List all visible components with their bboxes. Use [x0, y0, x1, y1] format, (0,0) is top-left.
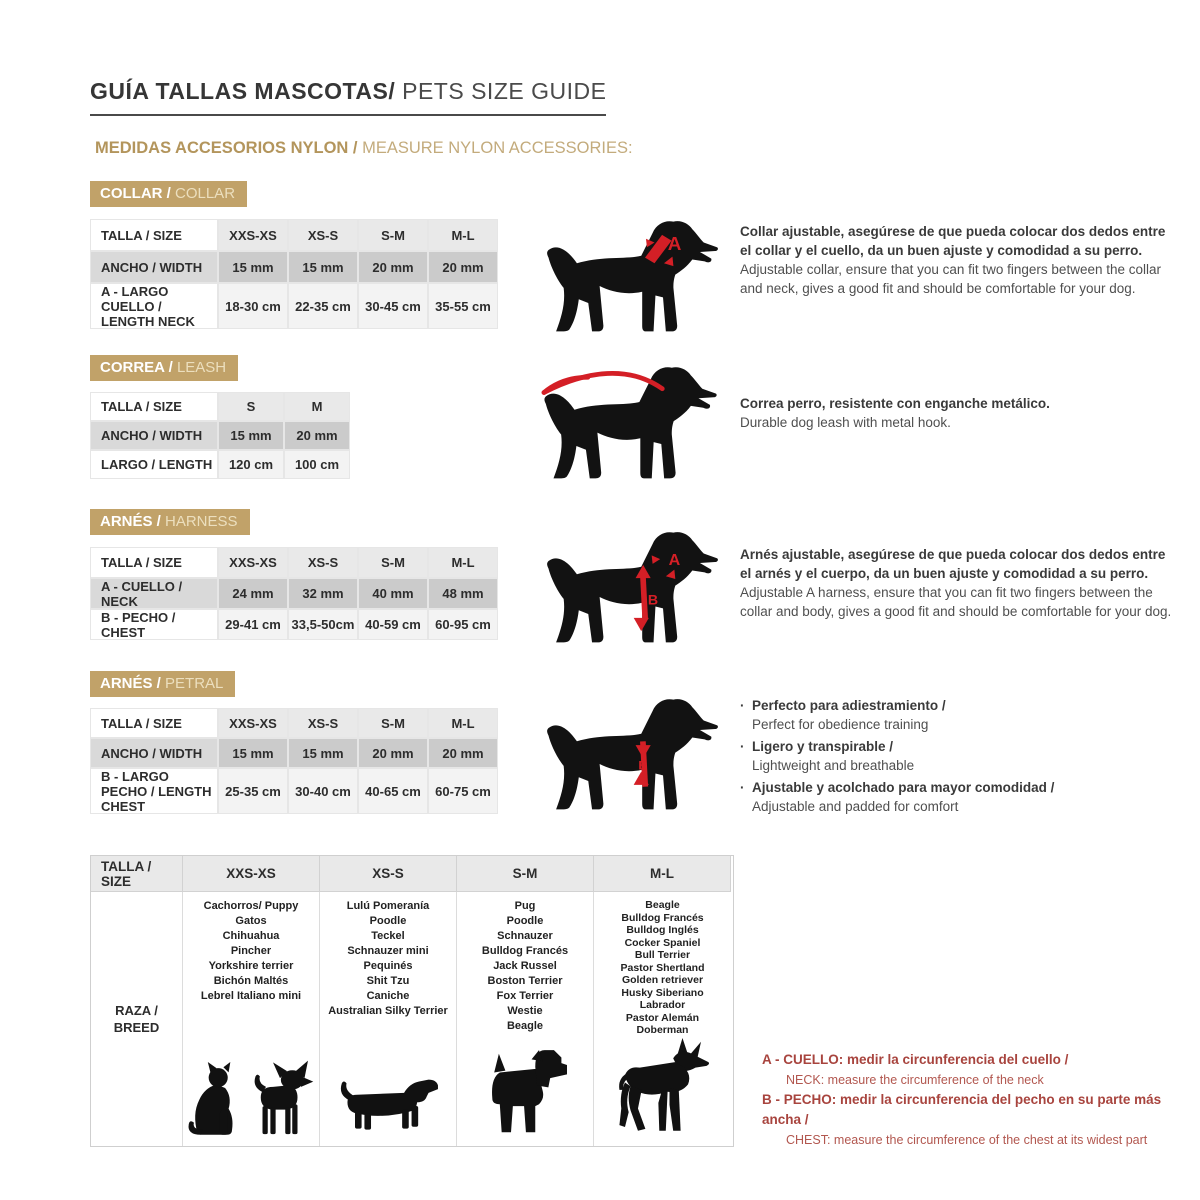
leash-row-label: LARGO / LENGTH — [90, 450, 218, 479]
breed-pets-illustrations — [594, 1037, 731, 1147]
breed-item: Shit Tzu — [366, 975, 410, 987]
page-subtitle-es: MEDIDAS ACCESORIOS NYLON / — [95, 139, 363, 157]
collar-cell: 20 mm — [358, 251, 428, 283]
collar-header-cell: TALLA / SIZE — [90, 219, 218, 251]
harness-header-cell: TALLA / SIZE — [90, 547, 218, 578]
petral-header-cell: S-M — [358, 708, 428, 738]
breed-item: Bichón Maltés — [213, 975, 289, 987]
breed-item: Beagle — [506, 1020, 544, 1032]
collar-header-cell: XXS-XS — [218, 219, 288, 251]
breed-header-cell: TALLA / SIZE — [91, 856, 183, 892]
leash-badge-es: CORREA / — [100, 359, 177, 376]
breed-item: Pug — [514, 900, 536, 912]
leash-badge-en: LEASH — [176, 359, 227, 376]
breed-header-cell: M-L — [594, 856, 731, 892]
harness-cell: 40-59 cm — [358, 609, 428, 640]
breed-item: Lulú Pomeranía — [346, 900, 430, 912]
breed-header-cell: XXS-XS — [183, 856, 320, 892]
harness-size-table — [90, 547, 498, 640]
petral-marker-b-label: B — [638, 758, 648, 773]
collar-cell: 20 mm — [428, 251, 498, 283]
breed-item: Fox Terrier — [496, 990, 554, 1002]
leash-header-cell: S — [218, 392, 284, 421]
collar-cell: 18-30 cm — [218, 283, 288, 329]
breed-item: Bulldog Francés — [481, 945, 569, 957]
page-subtitle-en: MEASURE NYLON ACCESSORIES: — [362, 139, 633, 157]
collar-section-badge — [90, 181, 247, 207]
petral-header-cell: TALLA / SIZE — [90, 708, 218, 738]
harness-badge-es: ARNÉS / — [100, 513, 166, 530]
leash-description — [740, 394, 1176, 432]
breed-list — [457, 892, 593, 1034]
breed-item: Boston Terrier — [487, 975, 563, 987]
breed-item: Yorkshire terrier — [208, 960, 294, 972]
collar-header-cell: XS-S — [288, 219, 358, 251]
petral-cell: 20 mm — [428, 738, 498, 768]
page-subtitle — [95, 139, 633, 158]
breed-item: Beagle — [645, 899, 680, 911]
breed-item: Cachorros/ Puppy — [203, 900, 299, 912]
breed-size-table — [90, 855, 734, 1147]
harness-cell: 60-95 cm — [428, 609, 498, 640]
petral-header-cell: XXS-XS — [218, 708, 288, 738]
breed-item: Golden retriever — [621, 974, 704, 986]
harness-desc-en: Adjustable A harness, ensure that you can fit two fingers between the collar and body, gives a good fit and should be comfortable for your dog. — [740, 585, 1172, 619]
collar-cell: 15 mm — [288, 251, 358, 283]
breed-row-label-es: RAZA / — [115, 1003, 158, 1018]
collar-header-cell: S-M — [358, 219, 428, 251]
collar-marker-a-label: A — [667, 234, 682, 256]
breed-item: Westie — [507, 1005, 543, 1017]
collar-desc-es: Collar ajustable, asegúrese de que pueda colocar dos dedos entre el collar y el cuello, da un buen ajuste y comodidad a su perro. — [740, 224, 1166, 258]
harness-cell: 40 mm — [358, 578, 428, 609]
petral-bullet-en: Perfect for obedience training — [752, 717, 929, 732]
page-title-es: GUÍA TALLAS MASCOTAS/ — [90, 78, 396, 104]
harness-cell: 29-41 cm — [218, 609, 288, 640]
petral-row-label: ANCHO / WIDTH — [90, 738, 218, 768]
breed-item: Pincher — [230, 945, 272, 957]
collar-row-label: ANCHO / WIDTH — [90, 251, 218, 283]
petral-cell: 25-35 cm — [218, 768, 288, 814]
breed-item: Cocker Spaniel — [624, 936, 701, 949]
breed-pets-illustrations — [320, 1019, 456, 1146]
breed-row-label — [91, 892, 183, 1146]
breed-item: Pequinés — [363, 960, 413, 972]
petral-size-table — [90, 708, 498, 814]
collar-desc-en: Adjustable collar, ensure that you can fit two fingers between the collar and neck, gives a good fit and should be comfortable for your dog. — [740, 262, 1161, 296]
breed-item: Poodle — [506, 915, 544, 927]
breed-pets-illustrations — [183, 1004, 319, 1146]
breed-item: Jack Russel — [493, 960, 557, 972]
harness-cell: 33,5-50cm — [288, 609, 358, 640]
breed-list — [594, 892, 731, 1037]
harness-badge-en: HARNESS — [165, 513, 238, 530]
schnauzer-silhouette — [483, 1046, 567, 1140]
page-title-en: PETS SIZE GUIDE — [395, 78, 607, 104]
harness-row-label: B - PECHO / CHEST — [90, 609, 218, 640]
leash-header-cell: TALLA / SIZE — [90, 392, 218, 421]
leash-row-label: ANCHO / WIDTH — [90, 421, 218, 450]
breed-item: Schnauzer mini — [347, 945, 429, 957]
breed-item: Lebrel Italiano mini — [200, 990, 302, 1002]
petral-header-cell: M-L — [428, 708, 498, 738]
collar-size-table — [90, 219, 498, 329]
collar-cell: 15 mm — [218, 251, 288, 283]
dog-with-leash-illustration — [530, 362, 722, 486]
harness-header-cell: M-L — [428, 547, 498, 578]
breed-item: Chihuahua — [222, 930, 280, 942]
petral-badge-es: ARNÉS / — [100, 675, 166, 692]
harness-description — [740, 545, 1176, 621]
collar-header-cell: M-L — [428, 219, 498, 251]
collar-cell: 22-35 cm — [288, 283, 358, 329]
petral-cell: 40-65 cm — [358, 768, 428, 814]
breed-item: Poodle — [369, 915, 407, 927]
petral-cell: 15 mm — [218, 738, 288, 768]
breed-item: Labrador — [639, 999, 686, 1011]
leash-section-badge — [90, 355, 238, 381]
leash-cell: 20 mm — [284, 421, 350, 450]
breed-item: Doberman — [636, 1024, 689, 1036]
measurement-footnotes — [762, 1050, 1200, 1150]
breed-pets-illustrations — [457, 1034, 593, 1146]
doberman-silhouette — [610, 1038, 716, 1140]
petral-badge-en: PETRAL — [165, 675, 224, 692]
harness-marker-a-label: A — [668, 550, 681, 569]
breed-item: Bull Terrier — [634, 949, 691, 961]
leash-cell: 15 mm — [218, 421, 284, 450]
petral-bullet-en: Adjustable and padded for comfort — [752, 799, 959, 814]
breed-item: Pastor Alemán — [625, 1011, 700, 1024]
collar-cell: 35-55 cm — [428, 283, 498, 329]
leash-desc-es: Correa perro, resistente con enganche metálico. — [740, 396, 1050, 411]
leash-cell: 100 cm — [284, 450, 350, 479]
leash-size-table — [90, 392, 350, 479]
breed-header-cell: XS-S — [320, 856, 457, 892]
breed-row-label-en: BREED — [113, 1020, 160, 1035]
breed-header-cell: S-M — [457, 856, 594, 892]
harness-cell: 48 mm — [428, 578, 498, 609]
dachshund-silhouette — [336, 1074, 440, 1140]
breed-item: Pastor Shertland — [620, 961, 705, 974]
petral-cell: 15 mm — [288, 738, 358, 768]
footnote-a-es: A - CUELLO: medir la circunferencia del cuello / — [762, 1052, 1069, 1067]
petral-row-label: B - LARGO PECHO / LENGTH CHEST — [90, 768, 218, 814]
breed-column-xxs-xs — [183, 892, 320, 1146]
footnote-b-es: B - PECHO: medir la circunferencia del pecho en su parte más ancha / — [762, 1092, 1162, 1127]
collar-badge-es: COLLAR / — [100, 185, 175, 202]
petral-section-badge — [90, 671, 235, 697]
collar-row-label: A - LARGO CUELLO / LENGTH NECK — [90, 283, 218, 329]
breed-item: Teckel — [371, 930, 405, 942]
petral-cell: 20 mm — [358, 738, 428, 768]
breed-item: Bulldog Francés — [621, 911, 704, 924]
dog-with-chest-strap-marker-illustration — [533, 694, 723, 817]
collar-badge-en: COLLAR — [175, 185, 236, 202]
footnote-a-en: NECK: measure the circumference of the neck — [786, 1073, 1044, 1087]
dog-with-collar-marker-illustration — [533, 216, 723, 339]
petral-bullet-es: · Perfecto para adiestramiento / — [740, 696, 1180, 715]
petral-bullet-en: Lightweight and breathable — [752, 758, 915, 773]
page-title — [90, 78, 606, 116]
leash-header-cell: M — [284, 392, 350, 421]
petral-header-cell: XS-S — [288, 708, 358, 738]
petral-cell: 60-75 cm — [428, 768, 498, 814]
collar-description — [740, 222, 1176, 298]
harness-cell: 32 mm — [288, 578, 358, 609]
harness-desc-es: Arnés ajustable, asegúrese de que pueda colocar dos dedos entre el arnés y el cuerpo, da un buen ajuste y comodidad a su perro. — [740, 547, 1166, 581]
breed-item: Schnauzer — [497, 930, 553, 942]
breed-item: Gatos — [235, 915, 267, 927]
leash-desc-en: Durable dog leash with metal hook. — [740, 415, 951, 430]
breed-list — [183, 892, 319, 1004]
harness-header-cell: S-M — [358, 547, 428, 578]
collar-cell: 30-45 cm — [358, 283, 428, 329]
breed-column-s-m — [457, 892, 594, 1146]
harness-header-cell: XXS-XS — [218, 547, 288, 578]
breed-column-m-l — [594, 892, 731, 1146]
petral-bullet-es: · Ligero y transpirable / — [740, 737, 1180, 756]
leash-cell: 120 cm — [218, 450, 284, 479]
harness-header-cell: XS-S — [288, 547, 358, 578]
breed-item: Bulldog Inglés — [626, 924, 699, 936]
breed-list — [320, 892, 456, 1019]
harness-section-badge — [90, 509, 250, 535]
breed-column-xs-s — [320, 892, 457, 1146]
cat-silhouette — [187, 1062, 239, 1140]
harness-marker-b-label: B — [647, 592, 659, 609]
petral-cell: 30-40 cm — [288, 768, 358, 814]
petral-bullet-es: · Ajustable y acolchado para mayor comodidad / — [740, 778, 1180, 797]
footnote-b-en: CHEST: measure the circumference of the chest at its widest part — [786, 1133, 1148, 1147]
petral-feature-list — [740, 696, 1180, 819]
dog-with-harness-markers-illustration — [533, 527, 723, 650]
breed-item: Husky Siberiano — [621, 986, 704, 999]
harness-cell: 24 mm — [218, 578, 288, 609]
breed-item: Caniche — [366, 990, 410, 1002]
breed-item: Australian Silky Terrier — [328, 1005, 448, 1017]
harness-row-label: A - CUELLO / NECK — [90, 578, 218, 609]
chihuahua-silhouette — [245, 1060, 315, 1140]
